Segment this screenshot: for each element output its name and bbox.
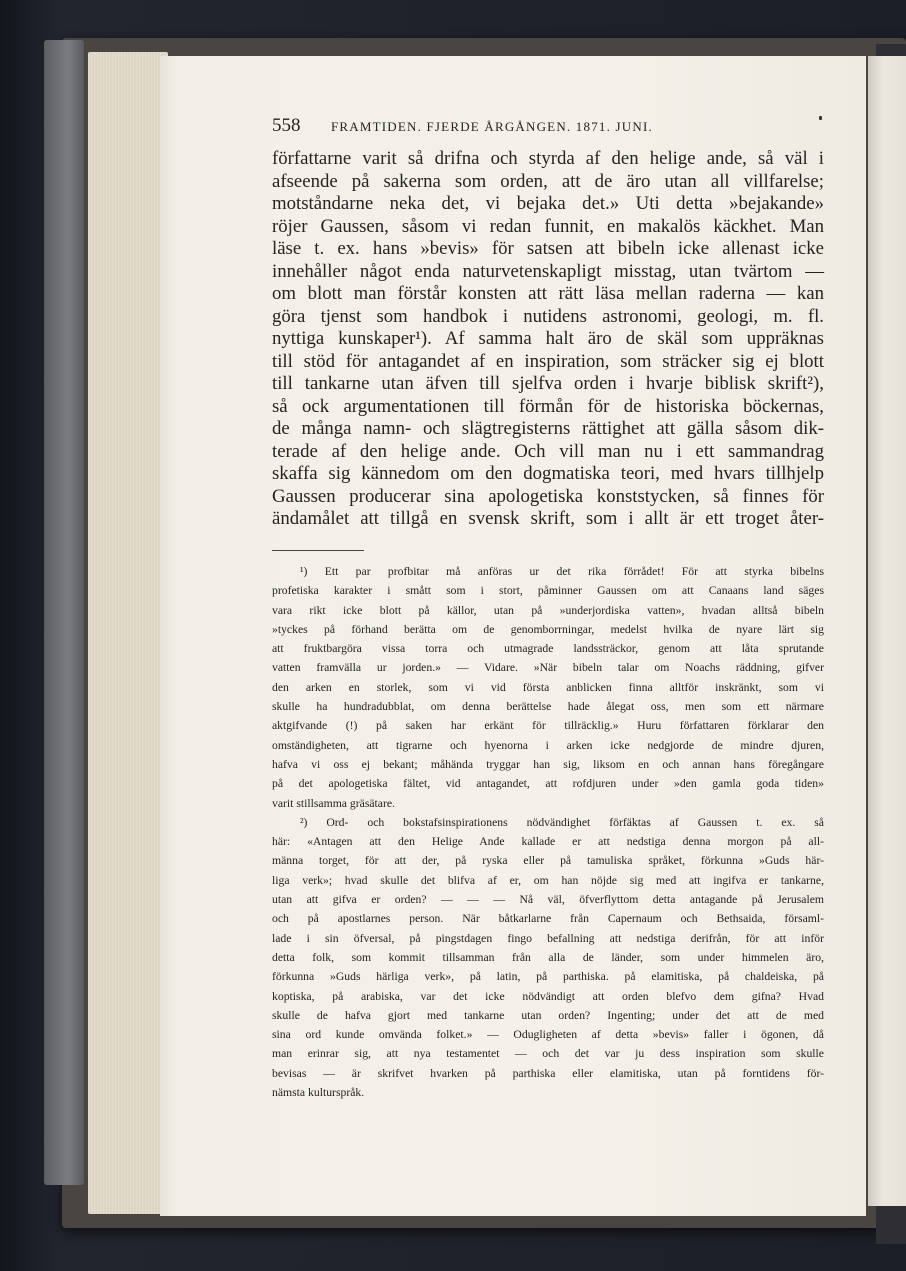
footnote-line: sina ord kunde omvända folket.» — Odugligheten af detta »bevis» faller i ögonen, då: [272, 1028, 824, 1042]
text-line: afseende på sakerna som orden, att de äro utan all villfarelse;: [272, 170, 824, 192]
footnote-line: och på apostlarnes person. När båtkarlarne från Capernaum och Bethsaida, församl-: [272, 912, 824, 926]
footnote-line: ¹) Ett par profbitar må anföras ur det rika förrådet! För att styrka bibelns: [300, 565, 824, 578]
footnote-line: man erinrar sig, att nya testamentet — och det var ju dess inspiration som skulle: [272, 1047, 824, 1061]
text-line: göra tjenst som handbok i nutidens astronomi, geologi, m. fl.: [272, 305, 824, 327]
text-line: Gaussen producerar sina apologetiska konststycken, så finnes för: [272, 485, 824, 507]
text-line: författarne varit så drifna och styrda af den helige ande, så väl i: [272, 148, 824, 169]
footnote-line: koptiska, på arabiska, var det icke nödvändigt att orden blefvo dem gifna? Hvad: [272, 989, 824, 1003]
running-header: [272, 115, 832, 137]
footnote-line: utan att gifva er orden? — — — Nå väl, öfverflyttom detta antagande på Jerusalem: [272, 893, 824, 907]
footnote-line: här: «Antagen att den Helige Ande kallade er att nedstiga denna morgon på all-: [272, 835, 824, 849]
text-line: ändamålet att tillgå en svensk skrift, som i allt är ett troget åter-: [272, 508, 824, 529]
footnotes: [272, 562, 824, 1102]
footnote-line: varit stillsamma gräsätare.: [272, 796, 395, 810]
footnote-line: att fruktbargöra vissa torra och utmagrade landssträckor, genom att låta sprutande: [272, 642, 824, 656]
footnote-line: den arken en storlek, som vi vid första anblicken finna alltför inskränkt, som vi: [272, 680, 824, 694]
text-line: läse t. ex. hans »bevis» för satsen att bibeln icke allenast icke: [272, 238, 824, 259]
facing-page-edge: [868, 56, 906, 1206]
footnote-line: profetiska karakter i smått som i stort, påminner Gaussen om att Canaans land säges: [272, 584, 824, 598]
page-stack-edge: [88, 52, 168, 1214]
text-line: röjer Gaussen, såsom vi redan funnit, en makalös käckhet. Man: [272, 215, 824, 237]
footnote-line: vatten framvälla ur jorden.» — Vidare. »När bibeln talar om Noachs räddning, gifver: [272, 661, 824, 675]
text-line: motståndarne neka det, vi bejaka det.» Uti detta »bejakande»: [272, 193, 824, 214]
footnote-line: »tyckes på förhand berätta om de genomborrningar, medelst hvilka de nyare lärt sig: [272, 622, 824, 636]
text-line: terade af den helige ande. Och vill man nu i ett sammandrag: [272, 440, 824, 462]
footnote-line: aktgifvande (!) på saken har erkänt för tillräcklig.» Huru författaren förklarar den: [272, 719, 824, 733]
footnote-line: hafva vi oss ej bekant; måhända tryggar han sig, liksom en och annan hans föregångare: [272, 757, 824, 771]
footnote-line: vara rikt icke blott på källor, utan på »underjordiska vatten», hvadan alltså bibeln: [272, 603, 824, 617]
text-line: skaffa sig kännedom om den dogmatiska teori, med hvars tillhjelp: [272, 463, 824, 484]
text-line: till stöd för antagandet af en inspiration, som sträcker sig ej blott: [272, 350, 824, 372]
footnote-line: skulle ha hundradubblat, om denna berättelse hade ålegat oss, men som ett närmare: [272, 700, 824, 714]
footnote-line: omständigheten, att tigrarne och hyenorna i arken icke nedgjorde de mindre djuren,: [272, 738, 824, 752]
footnote-rule: [272, 550, 364, 551]
main-text: [272, 148, 824, 531]
footnote-line: detta folk, som kommit tillsamman från alla de länder, som under himmelen äro,: [272, 950, 824, 964]
footnote-line: på det apologetiska fältet, vid antagandet, att rofdjuren under »den gamla goda tiden»: [272, 777, 824, 791]
book-spine-edge: [44, 40, 84, 1185]
text-line: om blott man förstår konsten att rätt läsa mellan raderna — kan: [272, 283, 824, 304]
running-title: FRAMTIDEN. FJERDE ÅRGÅNGEN. 1871. JUNI.: [330, 119, 653, 134]
page-number: 558: [272, 115, 301, 136]
footnote-line: bevisas — är skrifvet hvarken på parthiska eller elamitiska, utan på forntidens för-: [272, 1066, 824, 1080]
text-line: nyttiga kunskaper¹). Af samma halt äro de skäl som uppräknas: [272, 328, 824, 349]
text-line: till tankarne utan äfven till sjelfva orden i hvarje biblisk skrift²),: [272, 373, 824, 394]
text-line: så ock argumentationen till förmån för de historiska böckernas,: [272, 395, 824, 417]
footnote-line: skulle de hafva gjort med tankarne utan orden? Ingenting; under det att de med: [272, 1008, 824, 1022]
text-line: innehåller något enda naturvetenskapligt misstag, utan tvärtom —: [272, 260, 824, 282]
footnote-line: männa torget, för att der, på ryska eller på tamuliska språket, förkunna »Guds här-: [272, 854, 824, 868]
text-line: de många namn- och slägtregisterns rättighet att gälla såsom dik-: [272, 418, 824, 439]
footnote-line: lade i sin öfversal, på pingstdagen fingo befallning att nedstiga derifrån, för att inför: [272, 931, 824, 945]
footnote-line: nämsta kulturspråk.: [272, 1086, 365, 1100]
book-page: [160, 56, 866, 1216]
footnote-line: liga verk»; hvad skulle det blifva af er, om han nöjde sig med att ingifva er tankarne,: [272, 873, 824, 887]
ink-speck: [819, 116, 822, 120]
footnote-line: ²) Ord- och bokstafsinspirationens nödvändighet förfäktas af Gaussen t. ex. så: [300, 815, 824, 829]
footnote-line: förkunna »Guds härliga verk», på latin, på parthiska. på elamitiska, på chaldeiska, på: [272, 970, 824, 984]
